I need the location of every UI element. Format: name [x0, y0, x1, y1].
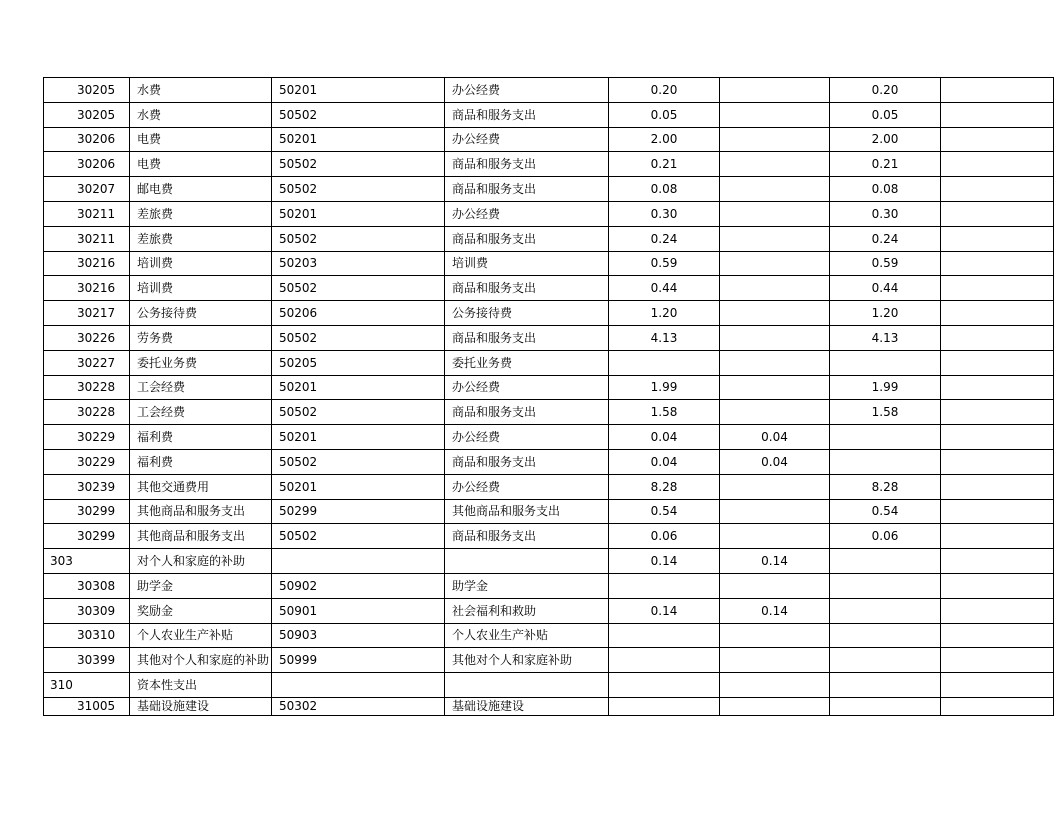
basic-expense-cell: [720, 78, 830, 103]
other-cell: [941, 102, 1054, 127]
other-cell: [941, 400, 1054, 425]
project-expense-cell: 0.59: [830, 251, 941, 276]
gov-class-name-cell: 培训费: [445, 251, 609, 276]
other-cell: [941, 474, 1054, 499]
economic-class-name-cell: 邮电费: [130, 177, 272, 202]
table-row: [44, 201, 1054, 226]
economic-class-name-cell: 培训费: [130, 251, 272, 276]
table-row: [44, 673, 1054, 698]
economic-class-name-cell: 工会经费: [130, 375, 272, 400]
other-cell: [941, 499, 1054, 524]
other-cell: [941, 573, 1054, 598]
project-expense-cell: [830, 623, 941, 648]
project-expense-cell: [830, 449, 941, 474]
gov-class-code-cell: 50502: [272, 276, 445, 301]
economic-class-code-cell: 30228: [44, 375, 130, 400]
basic-expense-cell: [720, 325, 830, 350]
total-amount-cell: [609, 573, 720, 598]
project-expense-cell: 1.99: [830, 375, 941, 400]
economic-class-code-cell: 30206: [44, 127, 130, 152]
project-expense-cell: 4.13: [830, 325, 941, 350]
basic-expense-cell: [720, 499, 830, 524]
economic-class-code-cell: 30299: [44, 524, 130, 549]
table-row: [44, 697, 1054, 715]
economic-class-code-cell: 30216: [44, 251, 130, 276]
table-body: [44, 78, 1054, 716]
basic-expense-cell: [720, 573, 830, 598]
total-amount-cell: 0.04: [609, 425, 720, 450]
other-cell: [941, 325, 1054, 350]
gov-class-code-cell: 50203: [272, 251, 445, 276]
gov-class-name-cell: 其他商品和服务支出: [445, 499, 609, 524]
gov-class-name-cell: 社会福利和救助: [445, 598, 609, 623]
gov-class-name-cell: 商品和服务支出: [445, 400, 609, 425]
economic-class-name-cell: 奖励金: [130, 598, 272, 623]
gov-class-code-cell: 50502: [272, 524, 445, 549]
other-cell: [941, 524, 1054, 549]
economic-class-code-cell: 30309: [44, 598, 130, 623]
gov-class-code-cell: 50201: [272, 78, 445, 103]
other-cell: [941, 201, 1054, 226]
other-cell: [941, 350, 1054, 375]
economic-class-code-cell: 30239: [44, 474, 130, 499]
gov-class-name-cell: 公务接待费: [445, 301, 609, 326]
gov-class-code-cell: 50901: [272, 598, 445, 623]
project-expense-cell: 2.00: [830, 127, 941, 152]
basic-expense-cell: [720, 673, 830, 698]
table-row: [44, 549, 1054, 574]
economic-class-name-cell: 公务接待费: [130, 301, 272, 326]
table-row: [44, 78, 1054, 103]
table-row: [44, 623, 1054, 648]
other-cell: [941, 251, 1054, 276]
total-amount-cell: 2.00: [609, 127, 720, 152]
basic-expense-cell: [720, 226, 830, 251]
other-cell: [941, 375, 1054, 400]
basic-expense-cell: 0.04: [720, 449, 830, 474]
project-expense-cell: 1.20: [830, 301, 941, 326]
basic-expense-cell: [720, 524, 830, 549]
gov-class-code-cell: 50299: [272, 499, 445, 524]
project-expense-cell: [830, 573, 941, 598]
economic-class-code-cell: 30399: [44, 648, 130, 673]
project-expense-cell: 0.08: [830, 177, 941, 202]
gov-class-code-cell: 50903: [272, 623, 445, 648]
project-expense-cell: 0.05: [830, 102, 941, 127]
economic-class-name-cell: 助学金: [130, 573, 272, 598]
table-row: [44, 499, 1054, 524]
gov-class-name-cell: [445, 549, 609, 574]
gov-class-code-cell: 50302: [272, 697, 445, 715]
gov-class-name-cell: 办公经费: [445, 375, 609, 400]
project-expense-cell: [830, 648, 941, 673]
gov-class-name-cell: 商品和服务支出: [445, 152, 609, 177]
total-amount-cell: 0.05: [609, 102, 720, 127]
table-row: [44, 152, 1054, 177]
total-amount-cell: [609, 623, 720, 648]
other-cell: [941, 697, 1054, 715]
total-amount-cell: 0.24: [609, 226, 720, 251]
economic-class-code-cell: 30205: [44, 102, 130, 127]
total-amount-cell: [609, 673, 720, 698]
economic-class-code-cell: 30308: [44, 573, 130, 598]
total-amount-cell: 1.20: [609, 301, 720, 326]
gov-class-code-cell: 50201: [272, 201, 445, 226]
total-amount-cell: [609, 350, 720, 375]
economic-class-name-cell: 工会经费: [130, 400, 272, 425]
economic-class-code-cell: 30217: [44, 301, 130, 326]
economic-class-name-cell: 水费: [130, 78, 272, 103]
gov-class-code-cell: 50502: [272, 400, 445, 425]
economic-class-code-cell: 303: [44, 549, 130, 574]
gov-class-code-cell: 50205: [272, 350, 445, 375]
total-amount-cell: 0.59: [609, 251, 720, 276]
gov-class-name-cell: 商品和服务支出: [445, 276, 609, 301]
gov-class-name-cell: 办公经费: [445, 425, 609, 450]
gov-class-code-cell: 50201: [272, 474, 445, 499]
table-row: [44, 425, 1054, 450]
basic-expense-cell: [720, 375, 830, 400]
gov-class-code-cell: 50502: [272, 152, 445, 177]
economic-class-name-cell: 电费: [130, 127, 272, 152]
basic-expense-cell: 0.14: [720, 598, 830, 623]
other-cell: [941, 449, 1054, 474]
gov-class-name-cell: 助学金: [445, 573, 609, 598]
basic-expense-cell: [720, 102, 830, 127]
table-row: [44, 276, 1054, 301]
economic-class-name-cell: 差旅费: [130, 201, 272, 226]
project-expense-cell: [830, 598, 941, 623]
economic-class-name-cell: 培训费: [130, 276, 272, 301]
table-row: [44, 400, 1054, 425]
economic-class-code-cell: 30227: [44, 350, 130, 375]
total-amount-cell: 0.08: [609, 177, 720, 202]
economic-class-code-cell: 30228: [44, 400, 130, 425]
economic-class-code-cell: 30216: [44, 276, 130, 301]
table-row: [44, 573, 1054, 598]
economic-class-code-cell: 30299: [44, 499, 130, 524]
other-cell: [941, 598, 1054, 623]
gov-class-name-cell: 其他对个人和家庭补助: [445, 648, 609, 673]
project-expense-cell: [830, 350, 941, 375]
economic-class-name-cell: 其他交通费用: [130, 474, 272, 499]
economic-class-name-cell: 劳务费: [130, 325, 272, 350]
economic-class-name-cell: 个人农业生产补贴: [130, 623, 272, 648]
total-amount-cell: 0.44: [609, 276, 720, 301]
table-row: [44, 127, 1054, 152]
gov-class-code-cell: 50201: [272, 425, 445, 450]
basic-expense-cell: [720, 474, 830, 499]
other-cell: [941, 152, 1054, 177]
basic-expense-cell: [720, 177, 830, 202]
total-amount-cell: 0.54: [609, 499, 720, 524]
basic-expense-cell: [720, 201, 830, 226]
total-amount-cell: 0.14: [609, 598, 720, 623]
budget-table: [43, 77, 1054, 716]
gov-class-name-cell: 委托业务费: [445, 350, 609, 375]
economic-class-code-cell: 30211: [44, 201, 130, 226]
economic-class-name-cell: 其他商品和服务支出: [130, 524, 272, 549]
gov-class-code-cell: 50502: [272, 177, 445, 202]
economic-class-code-cell: 30211: [44, 226, 130, 251]
gov-class-name-cell: 办公经费: [445, 78, 609, 103]
economic-class-code-cell: 30310: [44, 623, 130, 648]
gov-class-code-cell: [272, 549, 445, 574]
other-cell: [941, 425, 1054, 450]
total-amount-cell: 0.14: [609, 549, 720, 574]
basic-expense-cell: [720, 276, 830, 301]
other-cell: [941, 78, 1054, 103]
economic-class-code-cell: 30229: [44, 449, 130, 474]
basic-expense-cell: 0.04: [720, 425, 830, 450]
gov-class-name-cell: 办公经费: [445, 127, 609, 152]
table-row: [44, 226, 1054, 251]
table-row: [44, 102, 1054, 127]
other-cell: [941, 276, 1054, 301]
gov-class-name-cell: 个人农业生产补贴: [445, 623, 609, 648]
basic-expense-cell: 0.14: [720, 549, 830, 574]
total-amount-cell: 0.20: [609, 78, 720, 103]
gov-class-code-cell: 50502: [272, 102, 445, 127]
other-cell: [941, 623, 1054, 648]
economic-class-name-cell: 水费: [130, 102, 272, 127]
gov-class-name-cell: 商品和服务支出: [445, 524, 609, 549]
total-amount-cell: 0.30: [609, 201, 720, 226]
project-expense-cell: 0.30: [830, 201, 941, 226]
economic-class-code-cell: 30229: [44, 425, 130, 450]
table-row: [44, 449, 1054, 474]
economic-class-name-cell: 委托业务费: [130, 350, 272, 375]
gov-class-code-cell: 50201: [272, 127, 445, 152]
project-expense-cell: 0.44: [830, 276, 941, 301]
basic-expense-cell: [720, 251, 830, 276]
gov-class-code-cell: 50902: [272, 573, 445, 598]
table-row: [44, 350, 1054, 375]
total-amount-cell: 8.28: [609, 474, 720, 499]
total-amount-cell: 1.58: [609, 400, 720, 425]
gov-class-code-cell: 50201: [272, 375, 445, 400]
gov-class-name-cell: [445, 673, 609, 698]
gov-class-name-cell: 办公经费: [445, 201, 609, 226]
total-amount-cell: 1.99: [609, 375, 720, 400]
project-expense-cell: [830, 425, 941, 450]
basic-expense-cell: [720, 152, 830, 177]
basic-expense-cell: [720, 350, 830, 375]
gov-class-name-cell: 商品和服务支出: [445, 226, 609, 251]
table-row: [44, 474, 1054, 499]
other-cell: [941, 301, 1054, 326]
other-cell: [941, 549, 1054, 574]
economic-class-name-cell: 资本性支出: [130, 673, 272, 698]
economic-class-name-cell: 其他对个人和家庭的补助: [130, 648, 272, 673]
basic-expense-cell: [720, 648, 830, 673]
economic-class-code-cell: 30226: [44, 325, 130, 350]
economic-class-name-cell: 福利费: [130, 449, 272, 474]
total-amount-cell: [609, 648, 720, 673]
basic-expense-cell: [720, 127, 830, 152]
project-expense-cell: 8.28: [830, 474, 941, 499]
table-row: [44, 524, 1054, 549]
gov-class-name-cell: 商品和服务支出: [445, 449, 609, 474]
total-amount-cell: 0.04: [609, 449, 720, 474]
economic-class-name-cell: 差旅费: [130, 226, 272, 251]
gov-class-name-cell: 商品和服务支出: [445, 102, 609, 127]
project-expense-cell: 0.20: [830, 78, 941, 103]
economic-class-name-cell: 电费: [130, 152, 272, 177]
other-cell: [941, 648, 1054, 673]
economic-class-name-cell: 对个人和家庭的补助: [130, 549, 272, 574]
project-expense-cell: 1.58: [830, 400, 941, 425]
basic-expense-cell: [720, 697, 830, 715]
gov-class-name-cell: 商品和服务支出: [445, 177, 609, 202]
project-expense-cell: [830, 549, 941, 574]
total-amount-cell: 0.06: [609, 524, 720, 549]
gov-class-name-cell: 基础设施建设: [445, 697, 609, 715]
gov-class-code-cell: 50999: [272, 648, 445, 673]
economic-class-code-cell: 31005: [44, 697, 130, 715]
gov-class-code-cell: 50502: [272, 325, 445, 350]
gov-class-code-cell: 50502: [272, 449, 445, 474]
other-cell: [941, 127, 1054, 152]
basic-expense-cell: [720, 623, 830, 648]
table-row: [44, 301, 1054, 326]
total-amount-cell: 0.21: [609, 152, 720, 177]
other-cell: [941, 226, 1054, 251]
table-row: [44, 375, 1054, 400]
basic-expense-cell: [720, 301, 830, 326]
project-expense-cell: 0.54: [830, 499, 941, 524]
table-row: [44, 251, 1054, 276]
project-expense-cell: [830, 673, 941, 698]
economic-class-name-cell: 其他商品和服务支出: [130, 499, 272, 524]
table-row: [44, 648, 1054, 673]
gov-class-code-cell: [272, 673, 445, 698]
economic-class-code-cell: 30206: [44, 152, 130, 177]
economic-class-code-cell: 30205: [44, 78, 130, 103]
table-row: [44, 598, 1054, 623]
other-cell: [941, 177, 1054, 202]
project-expense-cell: 0.06: [830, 524, 941, 549]
economic-class-name-cell: 基础设施建设: [130, 697, 272, 715]
gov-class-name-cell: 办公经费: [445, 474, 609, 499]
basic-expense-cell: [720, 400, 830, 425]
project-expense-cell: 0.24: [830, 226, 941, 251]
other-cell: [941, 673, 1054, 698]
table-row: [44, 325, 1054, 350]
table-row: [44, 177, 1054, 202]
gov-class-code-cell: 50206: [272, 301, 445, 326]
project-expense-cell: 0.21: [830, 152, 941, 177]
total-amount-cell: 4.13: [609, 325, 720, 350]
gov-class-name-cell: 商品和服务支出: [445, 325, 609, 350]
economic-class-name-cell: 福利费: [130, 425, 272, 450]
gov-class-code-cell: 50502: [272, 226, 445, 251]
total-amount-cell: [609, 697, 720, 715]
economic-class-code-cell: 30207: [44, 177, 130, 202]
economic-class-code-cell: 310: [44, 673, 130, 698]
project-expense-cell: [830, 697, 941, 715]
